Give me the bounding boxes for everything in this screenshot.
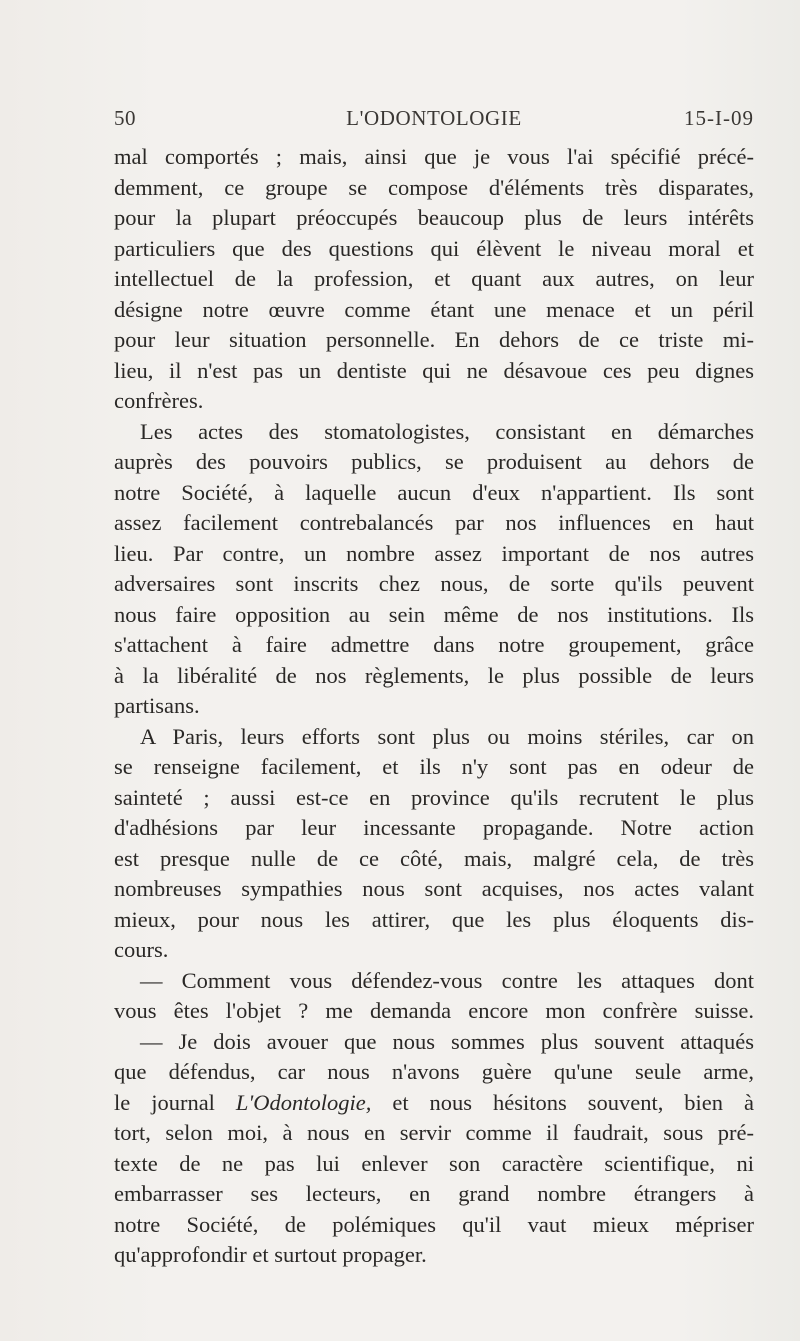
text-line: intellectuel de la profession, et quant aux autres, on leur [114, 266, 754, 291]
text-line: pour leur situation personnelle. En dehors de ce triste mi- [114, 327, 754, 352]
issue-date: 15-I-09 [684, 106, 754, 130]
text-fragment: le journal [114, 1089, 215, 1115]
page-number: 50 [114, 106, 136, 130]
text-line: nous faire opposition au sein même de nos institutions. Ils [114, 601, 754, 627]
text-line: texte de ne pas lui enlever son caractère scientifique, ni [114, 1150, 754, 1176]
text-line: particuliers que des questions qui élèvent le niveau moral et [114, 235, 754, 261]
text-line: adversaires sont inscrits chez nous, de sorte qu'ils peuvent [114, 571, 754, 596]
paragraph-start-line: — Je dois avouer que nous sommes plus souvent attaqués [140, 1028, 754, 1054]
text-line: demment, ce groupe se compose d'éléments très disparates, [114, 174, 754, 200]
text-line: d'adhésions par leur incessante propagande. Notre action [114, 815, 754, 840]
text-line: cours. [114, 937, 169, 962]
text-line: s'attachent à faire admettre dans notre groupement, grâce [114, 632, 754, 657]
body-text [114, 142, 754, 1271]
journal-name-italic: L'Odontologie, [235, 1089, 372, 1115]
text-line-with-italic [114, 1088, 754, 1119]
text-line: confrères. [114, 388, 204, 413]
text-line: vous êtes l'objet ? me demanda encore mon confrère suisse. [114, 998, 754, 1023]
text-line: que défendus, car nous n'avons guère qu'une seule arme, [114, 1059, 754, 1084]
text-line: embarrasser ses lecteurs, en grand nombre étrangers à [114, 1181, 754, 1206]
text-line: notre Société, à laquelle aucun d'eux n'appartient. Ils sont [114, 479, 754, 505]
paragraph-start-line: — Comment vous défendez-vous contre les attaques dont [140, 967, 754, 993]
text-line: partisans. [114, 693, 200, 718]
text-line: mieux, pour nous les attirer, que les plus éloquents dis- [114, 906, 754, 932]
text-line: est presque nulle de ce côté, mais, malgré cela, de très [114, 845, 754, 871]
text-line: se renseigne facilement, et ils n'y sont pas en odeur de [114, 754, 754, 779]
text-line: assez facilement contrebalancés par nos influences en haut [114, 510, 754, 535]
text-fragment: et nous hésitons souvent, bien à [392, 1089, 754, 1115]
text-line: notre Société, de polémiques qu'il vaut mieux mépriser [114, 1211, 754, 1237]
text-line: sainteté ; aussi est-ce en province qu'ils recrutent le plus [114, 784, 754, 810]
text-line: lieu. Par contre, un nombre assez important de nos autres [114, 540, 754, 566]
text-line: auprès des pouvoirs publics, se produisent au dehors de [114, 449, 754, 474]
text-line: à la libéralité de nos règlements, le plus possible de leurs [114, 662, 754, 688]
text-line: qu'approfondir et surtout propager. [114, 1242, 427, 1267]
running-head [114, 106, 754, 134]
journal-title: L'ODONTOLOGIE [346, 106, 522, 130]
text-line: mal comportés ; mais, ainsi que je vous l'ai spécifié précé- [114, 144, 754, 169]
text-line: pour la plupart préoccupés beaucoup plus de leurs intérêts [114, 205, 754, 230]
text-line: désigne notre œuvre comme étant une menace et un péril [114, 296, 754, 322]
paragraph-start-line: A Paris, leurs efforts sont plus ou moins stériles, car on [140, 723, 754, 749]
text-line: nombreuses sympathies nous sont acquises, nos actes valant [114, 876, 754, 901]
text-line: lieu, il n'est pas un dentiste qui ne désavoue ces peu dignes [114, 357, 754, 383]
text-line: tort, selon moi, à nous en servir comme il faudrait, sous pré- [114, 1120, 754, 1145]
paragraph-start-line: Les actes des stomatologistes, consistant en démarches [140, 418, 754, 444]
